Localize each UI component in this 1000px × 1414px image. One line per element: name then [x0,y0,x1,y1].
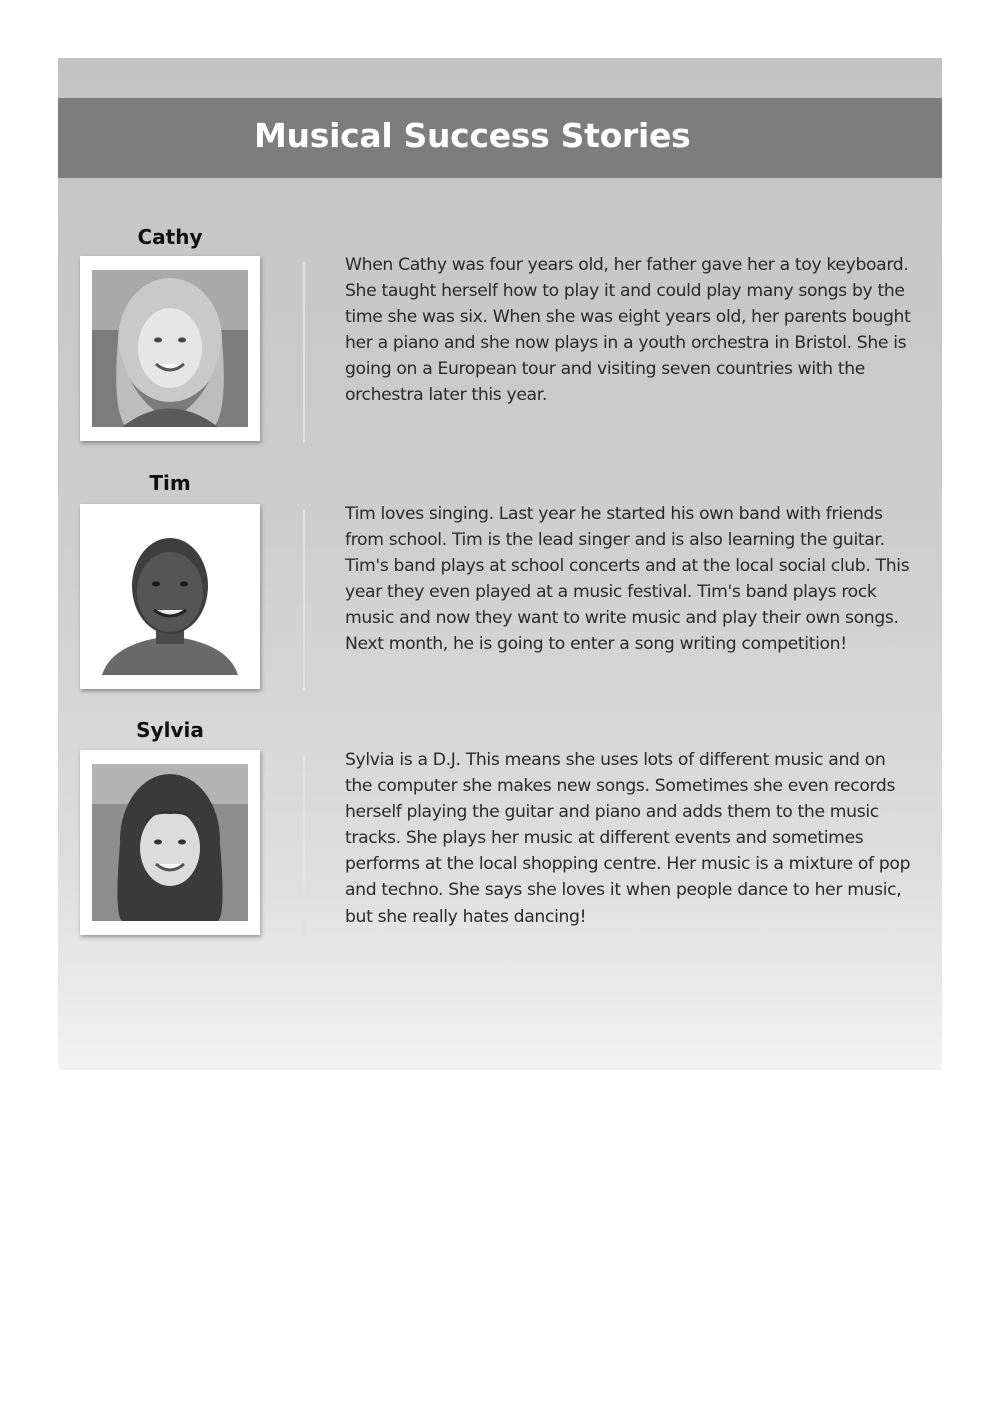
page-title: Musical Success Stories [254,116,691,155]
story-tim: Tim loves singing. Last year he started his own band with friends from school. Tim is the lead singer and is also learning the guitar. Tim's band plays at school concerts and at the local social club. This year they even played at a music festival. Tim's band plays rock music and now they want to write music and play their own songs. Next month, he is going to enter a song writing competition! [345,504,910,655]
person-name-cathy: Cathy [137,225,203,249]
story-cathy: When Cathy was four years old, her father gave her a toy keyboard. She taught herself how to play it and could play many songs by the time she was six. When she was eight years old, her parents bought her a piano and she now plays in a youth orchestra in Bristol. She is going on a European tour and visiting seven countries with the orchestra later this year. [345,255,911,406]
girl-portrait-icon [92,270,248,427]
person-name-tim: Tim [149,471,191,495]
boy-portrait-icon [92,518,248,675]
divider-cathy [303,262,305,442]
divider-tim [303,510,305,690]
photo-frame-sylvia [80,750,260,935]
article-panel [58,58,942,1070]
photo-frame-cathy [80,256,260,441]
photo-frame-tim [80,504,260,689]
story-sylvia: Sylvia is a D.J. This means she uses lots of different music and on the computer she makes new songs. Sometimes she even records herself playing the guitar and piano and adds them to the music tracks. She plays her music at different events and sometimes performs at the local shopping centre. Her music is a mixture of pop and techno. She says she loves it when people dance to her music, but she really hates dancing! [345,750,911,927]
person-name-sylvia: Sylvia [136,718,204,742]
woman-portrait-icon [92,764,248,921]
divider-sylvia [303,756,305,936]
